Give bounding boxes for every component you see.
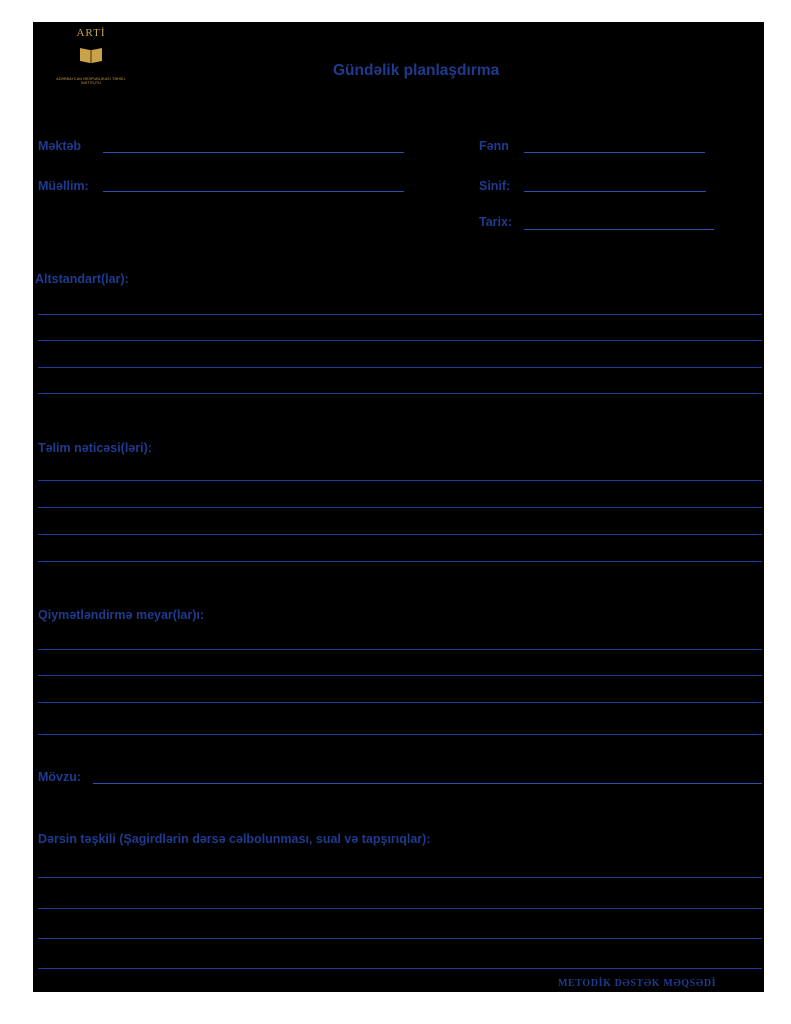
altstandart-line[interactable] (38, 340, 762, 341)
muellim-field[interactable] (103, 191, 404, 192)
altstandart-line[interactable] (38, 367, 762, 368)
muellim-label: Müəllim: (38, 179, 89, 193)
altstandart-label: Altstandart(lar): (35, 272, 129, 286)
logo-subtitle: AZƏRBAYCAN RESPUBLİKASI TƏHSİL İNSTİTUTU (56, 77, 126, 85)
dersin-teskili-line[interactable] (38, 908, 762, 909)
telim-line[interactable] (38, 480, 762, 481)
fenn-label: Fənn (479, 139, 509, 153)
tarix-field[interactable] (524, 229, 714, 230)
movzu-label: Mövzu: (38, 770, 82, 784)
dersin-teskili-line[interactable] (38, 877, 762, 878)
form-page (33, 22, 764, 992)
altstandart-line[interactable] (38, 393, 762, 394)
qiymetlendirme-line[interactable] (38, 702, 762, 703)
mekteb-label: Məktəb (38, 139, 82, 153)
dersin-teskili-line[interactable] (38, 968, 762, 969)
tarix-label: Tarix: (479, 215, 513, 229)
altstandart-line[interactable] (38, 314, 762, 315)
telim-line[interactable] (38, 507, 762, 508)
fenn-field[interactable] (524, 152, 705, 153)
arti-logo (51, 27, 131, 89)
mekteb-field[interactable] (103, 152, 404, 153)
sinif-field[interactable] (524, 191, 706, 192)
movzu-field[interactable] (93, 783, 762, 784)
sinif-label: Sinif: (479, 179, 511, 193)
dersin-teskili-label: Dərsin təşkili (Şagirdlərin dərsə cəlbolunması, sual və tapşırıqlar): (38, 832, 431, 846)
footer-text: METODİK DƏSTƏK MƏQSƏDİ (558, 978, 717, 989)
qiymetlendirme-label: Qiymətləndirmə meyar(lar)ı: (38, 608, 205, 622)
page-title: Gündəlik planlaşdırma (333, 62, 500, 79)
qiymetlendirme-line[interactable] (38, 675, 762, 676)
telim-neticesi-label: Təlim nəticəsi(ləri): (38, 441, 152, 455)
logo-text: ARTİ (76, 27, 106, 39)
telim-line[interactable] (38, 561, 762, 562)
book-icon (79, 46, 103, 64)
dersin-teskili-line[interactable] (38, 938, 762, 939)
telim-line[interactable] (38, 534, 762, 535)
qiymetlendirme-line[interactable] (38, 734, 762, 735)
qiymetlendirme-line[interactable] (38, 649, 762, 650)
